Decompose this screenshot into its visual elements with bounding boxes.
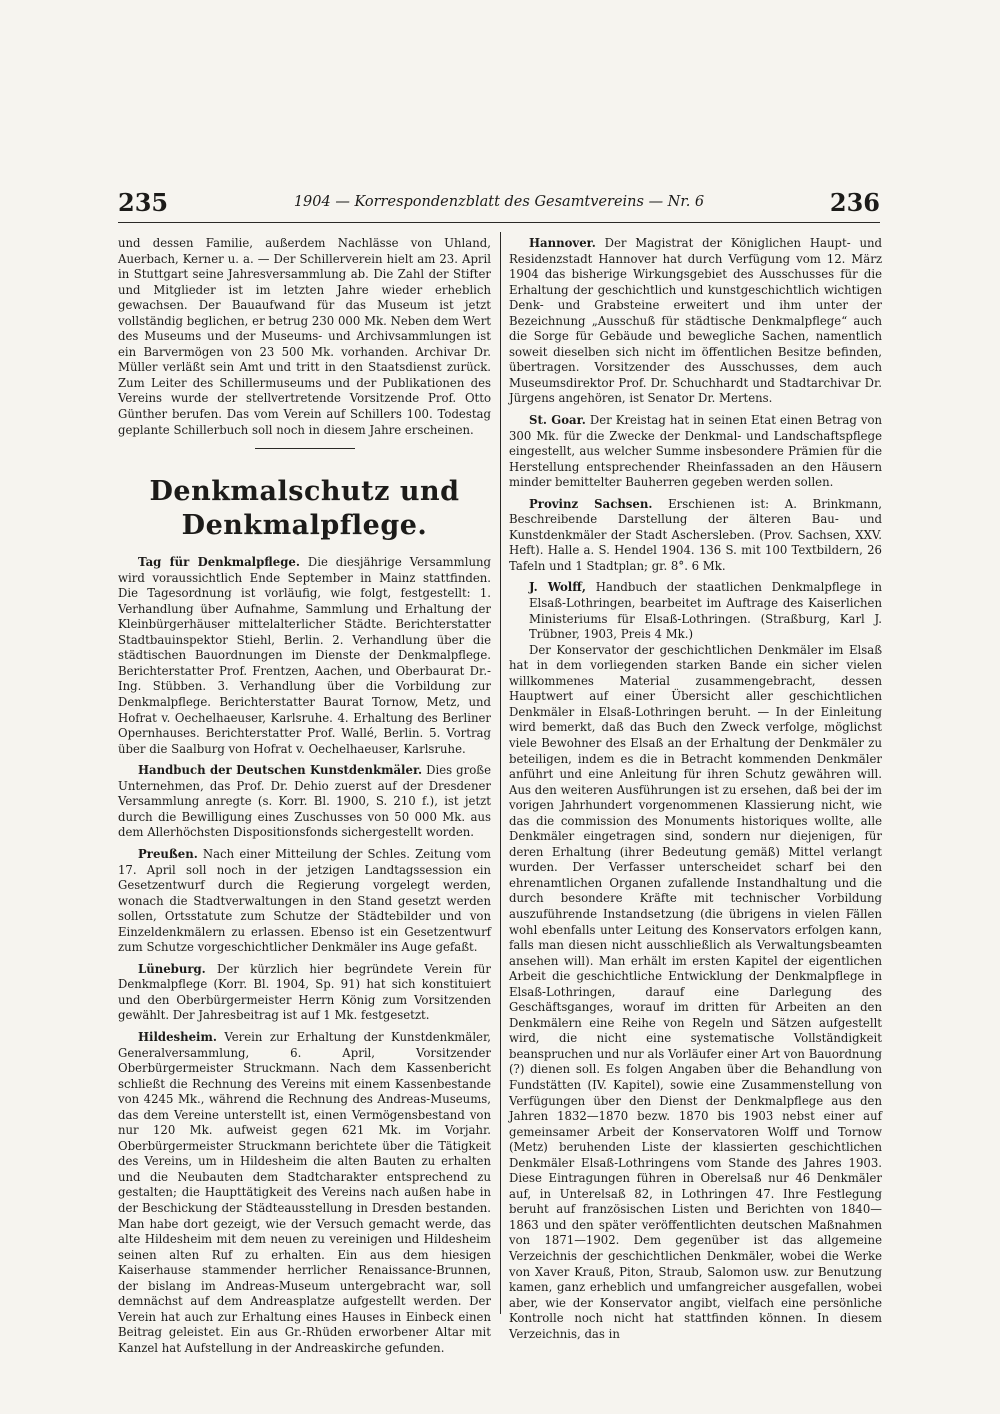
intro-paragraph: und dessen Familie, außerdem Nachlässe von Uhland, Auerbach, Kerner u. a. — Der Schillerverein hielt am 23. April in Stuttgart seine Jahresversammlung ab. Die Zahl der Stifter und Mitglieder ist im letzten Jahre wieder erheblich gewachsen. Der Bauaufwand für das Museum ist jetzt vollständig beglichen, er betrug 230 000 Mk. Neben dem Wert des Museums und der Museums- und Archivsammlungen ist ein Barvermögen von 23 500 Mk. vorhanden. Archivar Dr. Müller verläßt sein Amt und tritt in den Staatsdienst zurück. Zum Leiter des Schillermuseums und der Publikationen des Vereins wurde der stellvertretende Vorsitzende Prof. Otto Günther berufen. Das vom Verein auf Schillers 100. Todestag geplante Schillerbuch soll noch in diesem Jahre erscheinen. xyxy=(118,236,491,437)
paragraph-hannover xyxy=(509,236,882,407)
paragraph-lead: Provinz Sachsen. xyxy=(529,496,653,511)
paragraph-lead: J. Wolff, xyxy=(529,580,586,595)
paragraph-lead: Hildesheim. xyxy=(138,1029,217,1044)
paragraph-lead: Handbuch der Deutschen Kunstdenkmäler. xyxy=(138,763,423,778)
page-number-right: 236 xyxy=(829,188,880,217)
paragraph-text: Handbuch der staatlichen Denkmalpflege in Elsaß-Lothringen, bearbeitet im Auftrage des Kaiserlichen Ministeriums für Elsaß-Lothringen. (Straßburg, Karl J. Trübner, 1903, Preis 4 Mk.) xyxy=(529,580,882,642)
paragraph-text: Verein zur Erhaltung der Kunstdenkmäler, Generalversammlung, 6. April, Vorsitzender Oberbürgermeister Struckmann. Nach dem Kassenbericht schließt die Rechnung des Vereins mit einem Kassenbestande von 4245 Mk., während die Rechnung des Andreas-Museums, das dem Vereine unterstellt ist, einen Vermögensbestand von nur 120 Mk. aufweist gegen 621 Mk. im Vorjahr. Oberbürgermeister Struckmann berichtete über die Tätigkeit des Vereins, um in Hildesheim die alten Bauten zu erhalten und die Neubauten dem Stadtcharakter entsprechend zu gestalten; die Haupttätigkeit des Vereins nach außen habe in der Beschickung der Städteausstellung in Dresden bestanden. Man habe dort gezeigt, wie der Versuch gemacht werde, das alte Hildesheim mit dem neuen zu vereinigen und Hildesheim seinen alten Ruf zu erhalten. Ein aus dem hiesigen Kaiserhause stammender herrlicher Renaissance-Brunnen, der bislang im Andreas-Museum untergebracht war, soll demnächst auf dem Andreasplatze aufgestellt werden. Der Verein hat auch zur Erhaltung eines Hauses in Einbeck einen Beitrag geleistet. Ein aus Gr.-Rhüden erworbener Altar mit Kanzel hat Aufstellung in der Andreaskirche gefunden. xyxy=(118,1029,491,1355)
paragraph-text: Erschienen ist: A. Brinkmann, Beschreibende Darstellung der älteren Bau- und Kunstdenkmäler der Stadt Aschersleben. (Prov. Sachsen, XXV. Heft). Halle a. S. Hendel 1904. 136 S. mit 100 Textbildern, 26 Tafeln und 1 Stadtplan; gr. 8°. 6 Mk. xyxy=(509,496,882,573)
paragraph-text: Der Magistrat der Königlichen Haupt- und Residenzstadt Hannover hat durch Verfügung vom 12. März 1904 das bisherige Wirkungsgebiet des Ausschusses für die Erhaltung der geschichtlich und kunstgeschichtlich wichtigen Denk- und Grabsteine erweitert und ihm unter der Bezeichnung „Ausschuß für städtische Denkmalpflege“ auch die Sorge für Gebäude und bewegliche Sachen, namentlich soweit dieselben sich nicht im öffentlichen Besitze befinden, übertragen. Vorsitzender des Ausschusses, dem auch Museumsdirektor Prof. Dr. Schuchhardt und Stadtarchivar Dr. Jürgens angehören, ist Senator Dr. Mertens. xyxy=(509,236,882,406)
paragraph-wolff-citation xyxy=(509,580,882,642)
paragraph-wolff-review: Der Konservator der geschichtlichen Denkmäler im Elsaß hat in dem vorliegenden starken Bande ein sicher vielen willkommenes Material zusammengebracht, dessen Hauptwert auf einer Übersicht aller geschichtlichen Denkmäler in Elsaß-Lothringen beruht. — In der Einleitung wird bemerkt, daß das Buch den Zweck verfolge, möglichst viele Bewohner des Elsaß an der Erhaltung der Denkmäler zu beteiligen, indem es die in Betracht kommenden Denkmäler anführt und eine Anleitung für ihren Schutz gewähren will. Aus den weiteren Ausführungen ist zu ersehen, daß bei der im vorigen Jahrhundert vorgenommenen Klassierung nicht, wie das die commission des Monuments historiques wollte, alle Denkmäler eingetragen sind, sondern nur diejenigen, für deren Erhaltung (ihrer Bedeutung gemäß) Mittel verlangt wurden. Der Verfasser unterscheidet scharf bei den ehrenamtlichen Organen zufallende Instandhaltung und die durch besondere Kräfte mit technischer Vorbildung auszuführende Instandsetzung (die übrigens in vielen Fällen wohl ebenfalls unter Leitung des Konservators erfolgen kann, falls man diesen nicht ausschließlich als Verwaltungsbeamten ansehen will). Man erhält im ersten Kapitel der eigentlichen Arbeit die geschichtliche Entwicklung der Denkmalpflege in Elsaß-Lothringen, darauf eine Darlegung des Geschäftsganges, worauf im dritten für Arbeiten an den Denkmälern eine Reihe von Regeln und Sätzen aufgestellt wird, die nicht eine systematische Vollständigkeit beanspruchen und nur als Vorläufer einer Art von Bauordnung (?) dienen soll. Es folgen Angaben über die Behandlung von Fundstätten (IV. Kapitel), sowie eine Zusammenstellung von Verfügungen über den Dienst der Denkmalpflege aus den Jahren 1832—1870 bezw. 1870 bis 1903 nebst einer auf gemeinsamer Arbeit der Konservatoren Wolff und Tornow (Metz) beruhenden Liste der klassierten geschichtlichen Denkmäler Elsaß-Lothringens vom Stande des Jahres 1903. Diese Eintragungen führen in Oberelsaß nur 46 Denkmäler auf, in Unterelsaß 82, in Lothringen 47. Ihre Festlegung beruht auf französischen Listen und Berichten von 1840—1863 und den später veröffentlichten deutschen Maßnahmen von 1871—1902. Dem gegenüber ist das allgemeine Verzeichnis der geschichtlichen Denkmäler, wobei die Werke von Xaver Krauß, Piton, Straub, Salomon usw. zur Benutzung kamen, ganz erheblich und umfangreicher ausgefallen, wobei aber, wie der Konservator angibt, vielfach eine persönliche Kontrolle noch nicht hat stattfinden können. In diesem Verzeichnis, das in xyxy=(509,642,882,1341)
left-column xyxy=(118,236,491,1356)
paragraph-text: Der Kreistag hat in seinen Etat einen Betrag von 300 Mk. für die Zwecke der Denkmal- und Landschaftspflege eingestellt, aus welcher Summe insbesondere Prämien für die Herstellung entsprechender Rheinfassaden an den Häusern minder bemittelter Bauherren gegeben werden sollen. xyxy=(509,413,883,490)
paragraph-text: Dies große Unternehmen, das Prof. Dr. Dehio zuerst auf der Dresdener Versammlung anregte (s. Korr. Bl. 1900, S. 210 f.), ist jetzt durch die Bewilligung eines Zuschusses von 50 000 Mk. aus dem Allerhöchsten Dispositionsfonds sichergestellt worden. xyxy=(118,763,491,840)
section-divider xyxy=(255,448,355,449)
paragraph-lead: Hannover. xyxy=(529,236,596,250)
paragraph-hildesheim xyxy=(118,1030,491,1356)
paragraph-lead: Preußen. xyxy=(138,846,198,861)
paragraph-text: Die diesjährige Versammlung wird voraussichtlich Ende September in Mainz stattfinden. Die Tagesordnung ist vorläufig, wie folgt, festgestellt: 1. Verhandlung über Aufnahme, Sammlung und Erhaltung der Kleinbürgerhäuser mittelalterlicher Städte. Berichterstatter Stadtbauinspektor Stiehl, Berlin. 2. Verhandlung über die städtischen Bauordnungen im Dienste der Denkmalpflege. Berichterstatter Prof. Frentzen, Aachen, und Oberbaurat Dr.-Ing. Stübben. 3. Verhandlung über die Vorbildung zur Denkmalpflege. Berichterstatter Baurat Tornow, Metz, und Hofrat v. Oechelhaeuser, Karlsruhe. 4. Erhaltung des Berliner Opernhauses. Berichterstatter Prof. Wallé, Berlin. 5. Vortrag über die Saalburg von Hofrat v. Oechelhaeuser, Karlsruhe. xyxy=(118,555,491,756)
page-number-left: 235 xyxy=(118,188,169,217)
column-divider xyxy=(500,232,501,1314)
paragraph-lead: Tag für Denkmalpflege. xyxy=(138,555,300,570)
paragraph-lead: St. Goar. xyxy=(529,413,586,428)
paragraph-text: Der kürzlich hier begründete Verein für Denkmalpflege (Korr. Bl. 1904, Sp. 91) hat sich konstituiert und den Oberbürgermeister Herrn König zum Vorsitzenden gewählt. Der Jahresbeitrag ist auf 1 Mk. festgesetzt. xyxy=(118,961,491,1023)
paragraph-lead: Lüneburg. xyxy=(138,961,206,976)
paragraph-provinz-sachsen xyxy=(509,497,882,575)
right-column xyxy=(509,236,882,1342)
paragraph-tag-fuer-denkmalpflege xyxy=(118,555,491,757)
section-heading: Denkmalschutz und Denkmalpflege. xyxy=(149,476,460,542)
running-title: 1904 — Korrespondenzblatt des Gesamtvereins — Nr. 6 xyxy=(293,194,705,210)
paragraph-preussen xyxy=(118,847,491,956)
page-header xyxy=(118,188,880,218)
paragraph-st-goar xyxy=(509,413,882,491)
paragraph-lueneburg xyxy=(118,962,491,1024)
paragraph-handbuch xyxy=(118,763,491,841)
paragraph-text: Nach einer Mitteilung der Schles. Zeitung vom 17. April soll noch in der jetzigen Landtagssession ein Gesetzentwurf durch die Regierung vorgelegt werden, wonach die Stadtverwaltungen in den Stand gesetzt werden sollen, Ortsstatute zum Schutze der Städtebilder und von Einzeldenkmälern zu erlassen. Ebenso ist ein Gesetzentwurf zum Schutze vorgeschichtlicher Denkmäler ins Auge gefaßt. xyxy=(118,846,491,955)
header-rule xyxy=(118,222,880,223)
